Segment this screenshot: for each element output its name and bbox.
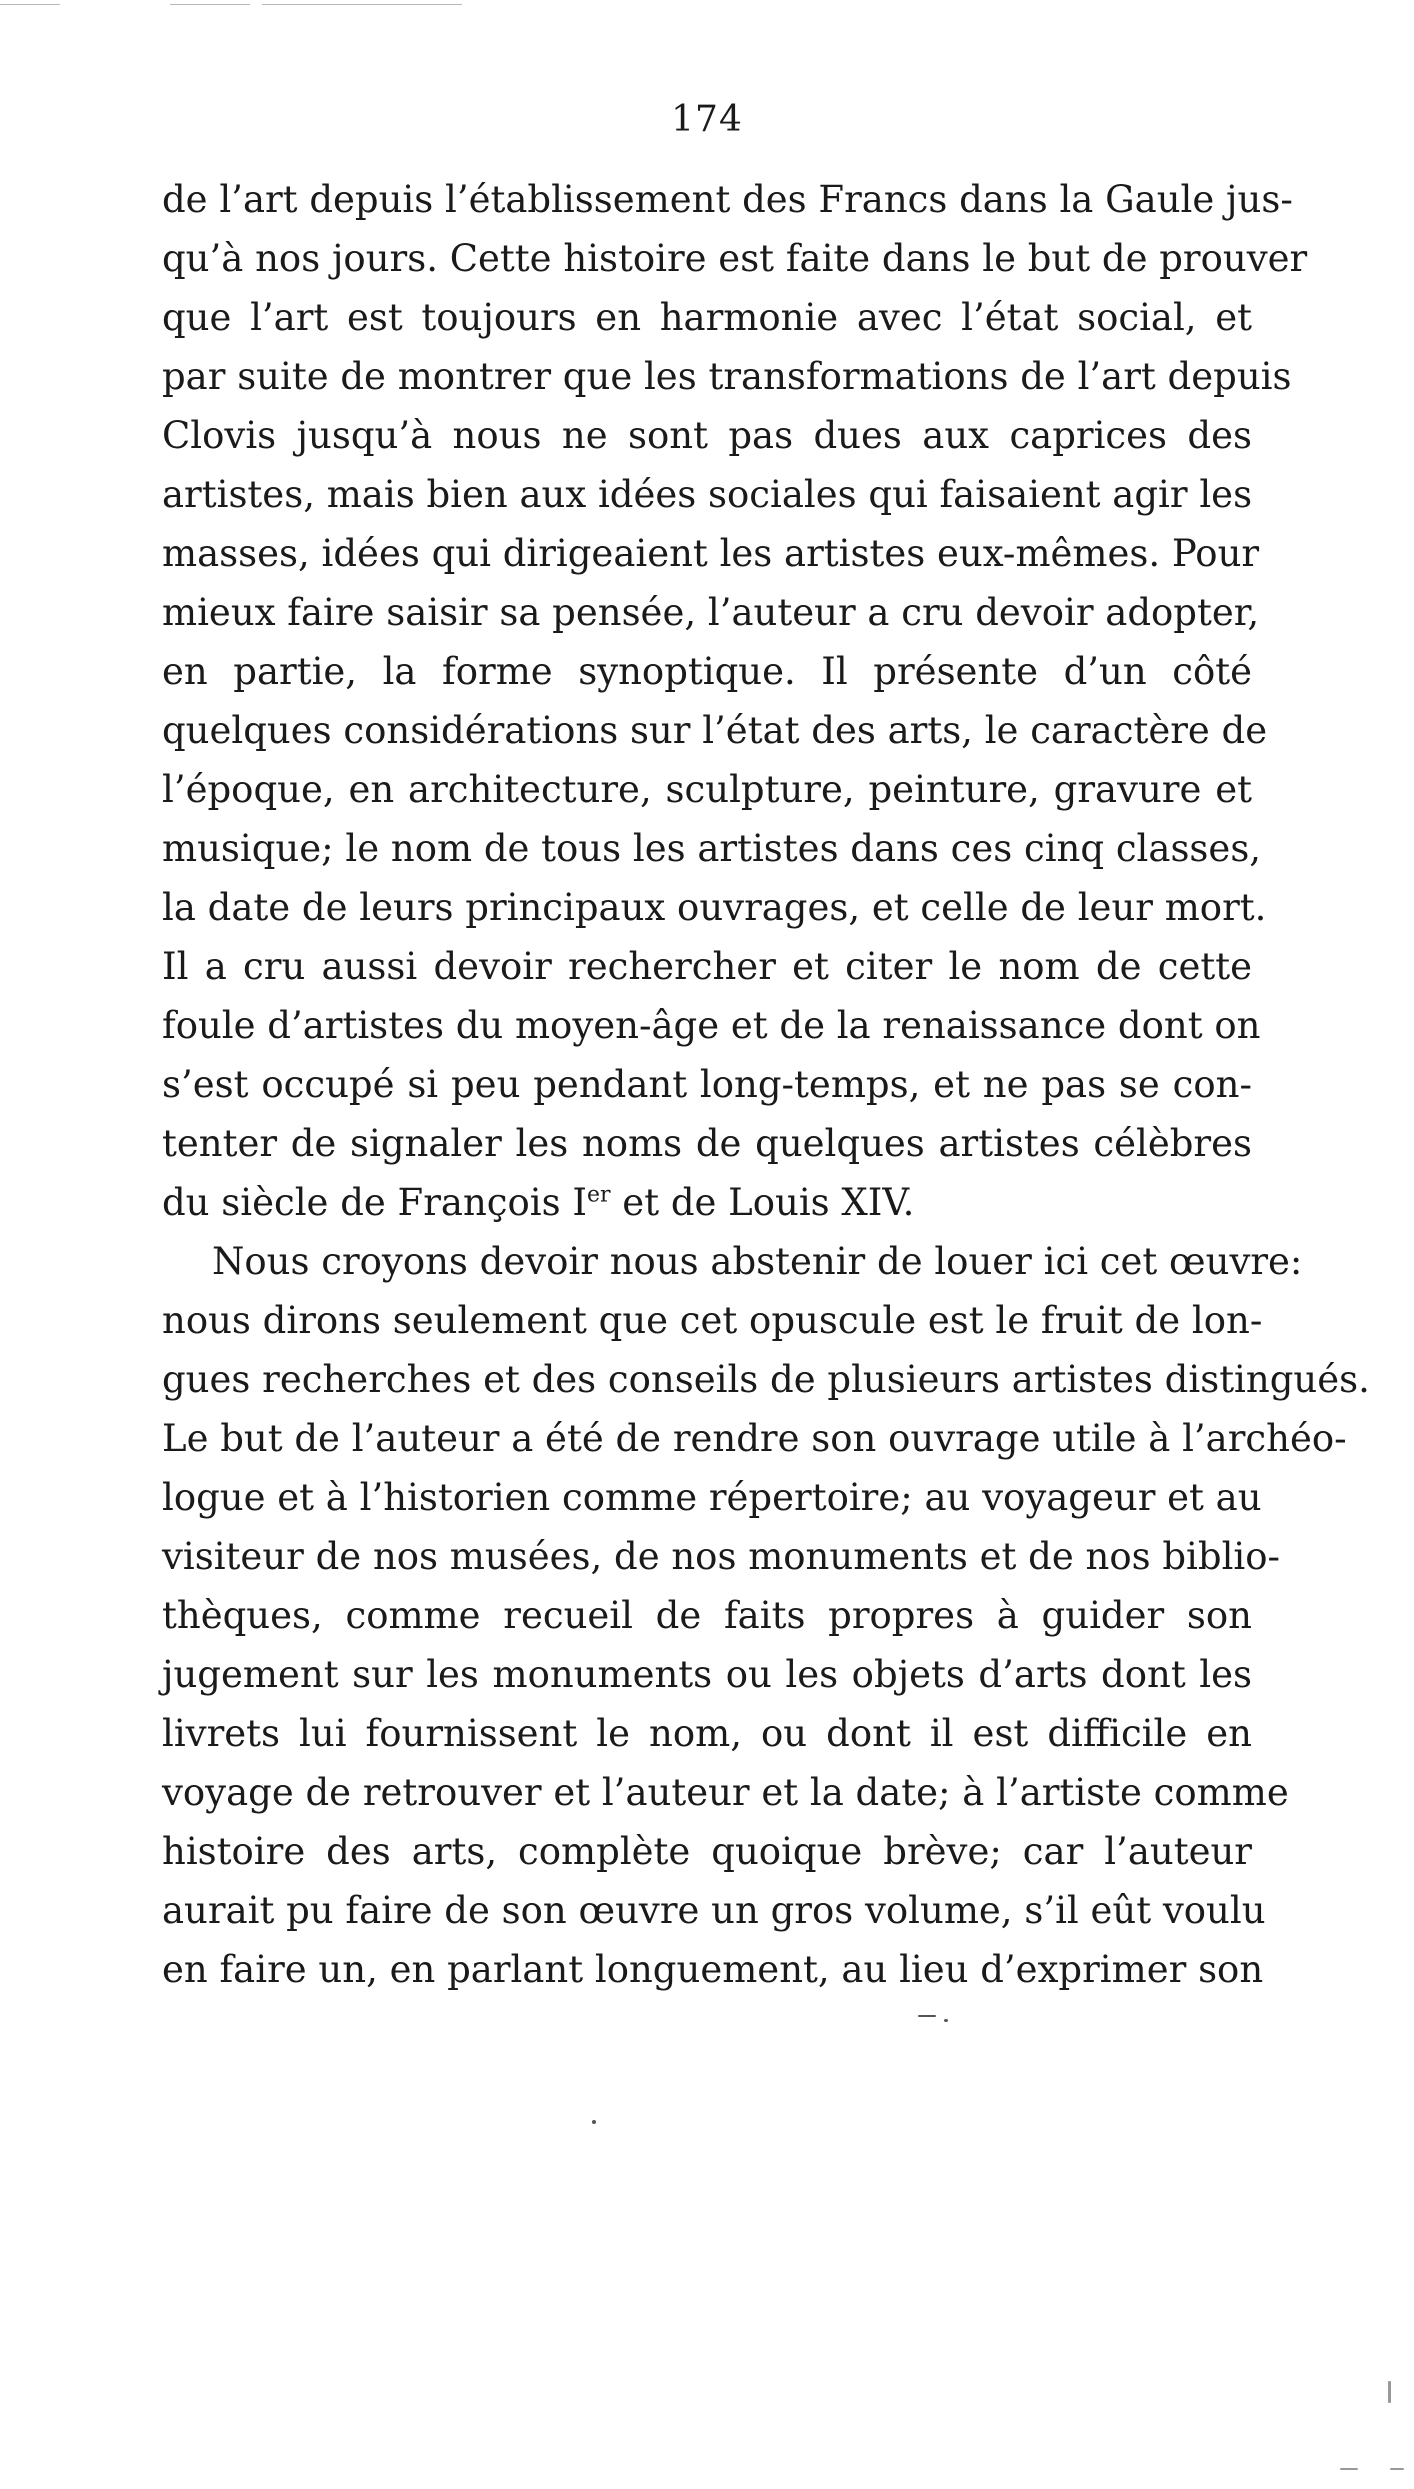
text-line: gues recherches et des conseils de plusieurs artistes distingués.	[162, 1358, 1370, 1401]
text-line: Clovis jusqu’à nous ne sont pas dues aux caprices des	[162, 414, 1252, 457]
paragraph-1	[162, 170, 1308, 1232]
text-line: aurait pu faire de son œuvre un gros volume, s’il eût voulu	[162, 1889, 1266, 1932]
text-line: musique; le nom de tous les artistes dans ces cinq classes,	[162, 827, 1262, 870]
scan-edge-mark	[262, 4, 462, 5]
ink-speck	[918, 2015, 936, 2017]
paragraph-2	[162, 1232, 1370, 1999]
text-line: foule d’artistes du moyen-âge et de la renaissance dont on	[162, 1004, 1261, 1047]
text-line: de l’art depuis l’établissement des Francs dans la Gaule jus-	[162, 178, 1293, 221]
text-line: nous dirons seulement que cet opuscule est le fruit de lon-	[162, 1299, 1263, 1342]
text-line: Il a cru aussi devoir rechercher et citer le nom de cette	[162, 945, 1252, 988]
ink-speck	[1388, 2381, 1391, 2403]
text-line: tenter de signaler les noms de quelques artistes célèbres	[162, 1122, 1252, 1165]
text-line: masses, idées qui dirigeaient les artistes eux-mêmes. Pour	[162, 532, 1260, 575]
text-line: artistes, mais bien aux idées sociales qui faisaient agir les	[162, 473, 1253, 516]
text-line: en faire un, en parlant longuement, au lieu d’exprimer son	[162, 1948, 1264, 1991]
text-line: Le but de l’auteur a été de rendre son ouvrage utile à l’archéo-	[162, 1417, 1347, 1460]
ink-speck	[944, 2019, 948, 2022]
text-line: voyage de retrouver et l’auteur et la date; à l’artiste comme	[162, 1771, 1289, 1814]
text-line: s’est occupé si peu pendant long-temps, et ne pas se con-	[162, 1063, 1252, 1106]
text-line: histoire des arts, complète quoique brève; car l’auteur	[162, 1830, 1252, 1873]
last-line-text: du siècle de François I	[162, 1181, 587, 1224]
scan-edge-mark	[170, 4, 250, 5]
text-line: par suite de montrer que les transformations de l’art depuis	[162, 355, 1292, 398]
text-line-last	[162, 1173, 1252, 1232]
text-line: logue et à l’historien comme répertoire; au voyageur et au	[162, 1476, 1262, 1519]
superscript: er	[587, 1182, 611, 1208]
text-line: mieux faire saisir sa pensée, l’auteur a cru devoir adopter,	[162, 591, 1260, 634]
text-line: jugement sur les monuments ou les objets d’arts dont les	[162, 1653, 1252, 1696]
text-line: en partie, la forme synoptique. Il présente d’un côté	[162, 650, 1252, 693]
text-line: thèques, comme recueil de faits propres à guider son	[162, 1594, 1252, 1637]
text-line: visiteur de nos musées, de nos monuments et de nos biblio-	[162, 1535, 1281, 1578]
text-line: qu’à nos jours. Cette histoire est faite dans le but de prouver	[162, 237, 1308, 280]
ink-speck	[592, 2120, 596, 2124]
text-line: que l’art est toujours en harmonie avec l’état social, et	[162, 296, 1252, 339]
text-line: l’époque, en architecture, sculpture, peinture, gravure et	[162, 768, 1252, 811]
page-number: 174	[671, 99, 743, 140]
text-line: la date de leurs principaux ouvrages, et celle de leur mort.	[162, 886, 1267, 929]
scan-edge-mark	[0, 4, 60, 5]
text-line: Nous croyons devoir nous abstenir de louer ici cet œuvre:	[212, 1240, 1303, 1283]
ink-speck	[1340, 2468, 1358, 2470]
text-line: quelques considérations sur l’état des arts, le caractère de	[162, 709, 1268, 752]
ink-speck	[1390, 2468, 1404, 2470]
text-line: livrets lui fournissent le nom, ou dont il est difficile en	[162, 1712, 1252, 1755]
last-line-text-end: et de Louis XIV.	[610, 1181, 915, 1224]
